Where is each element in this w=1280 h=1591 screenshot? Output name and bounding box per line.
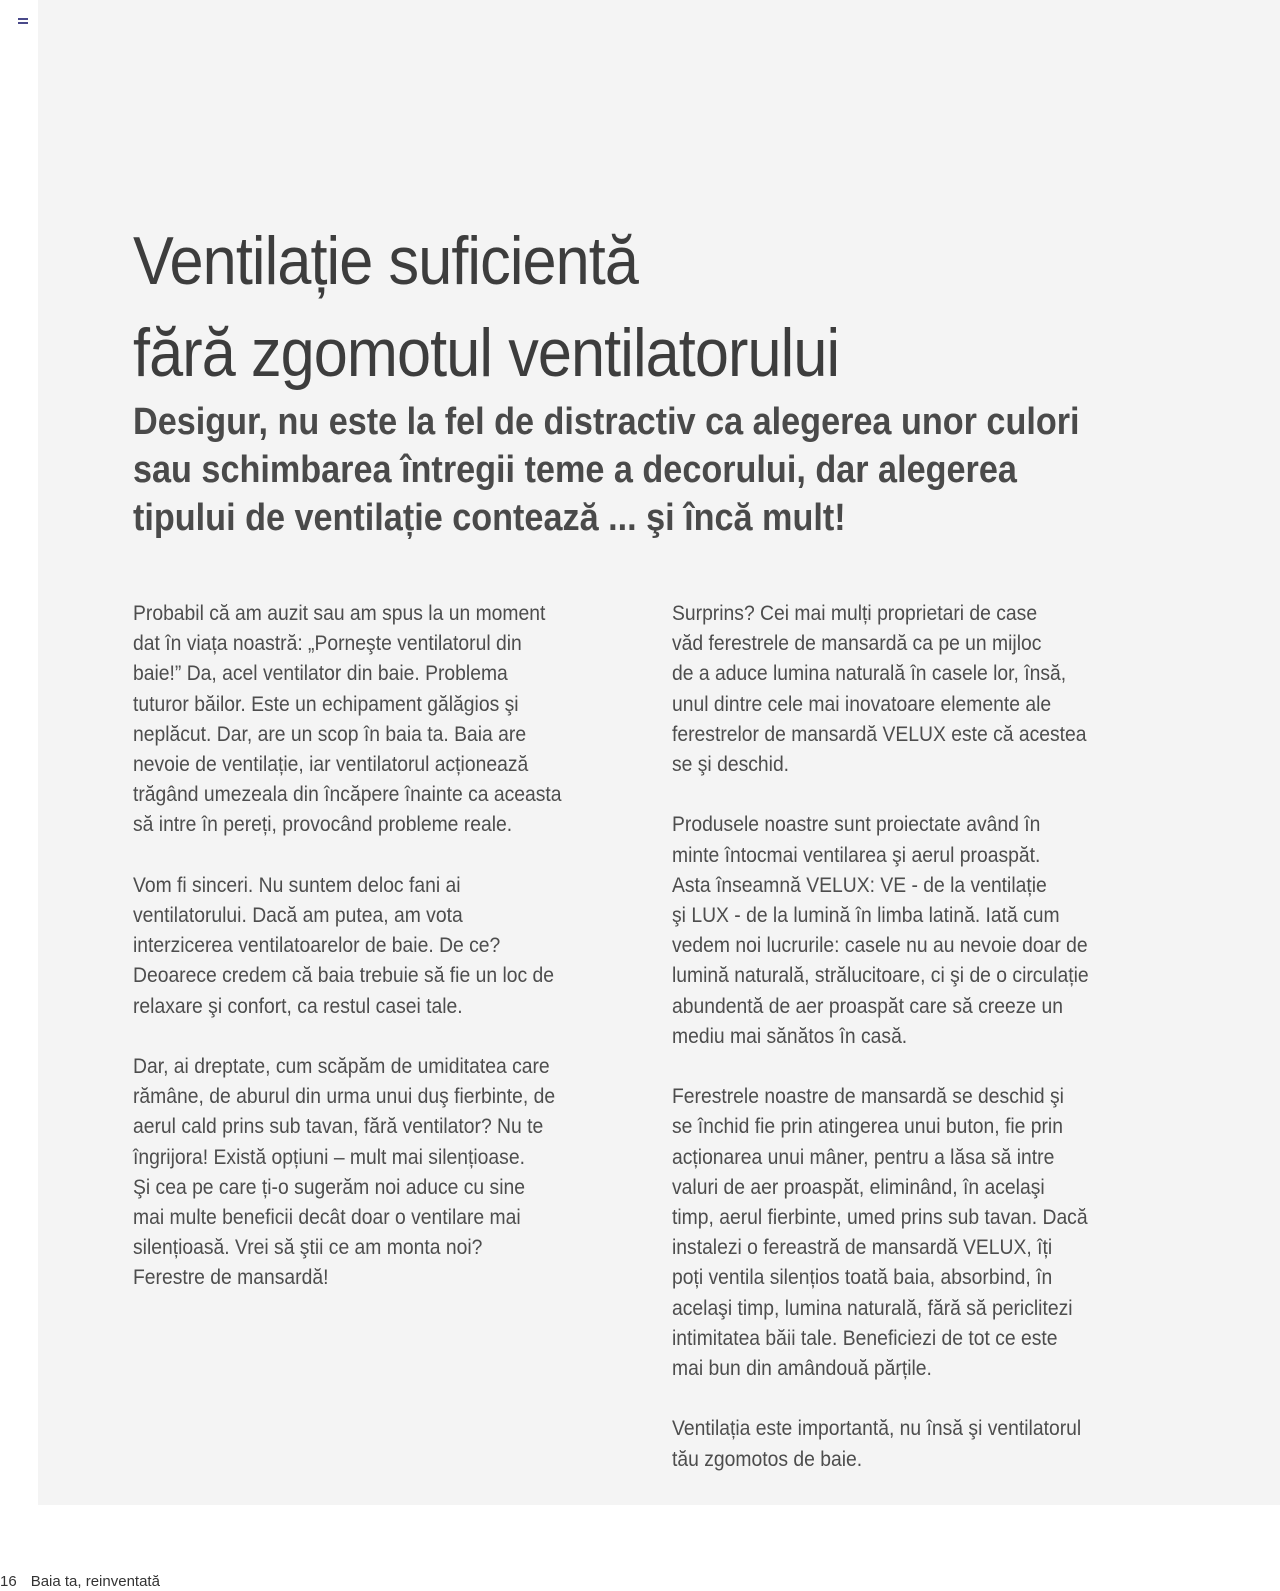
paragraph xyxy=(133,1052,653,1294)
text-line: Deoarece credem că baia trebuie să fie un loc de xyxy=(133,964,555,988)
text-line: ferestrelor de mansardă VELUX este că acestea xyxy=(672,722,1087,746)
text-line: acționarea unui mâner, pentru a lăsa să intre xyxy=(672,1145,1055,1169)
text-line: de a aduce lumina naturală în casele lor, însă, xyxy=(672,662,1067,686)
text-line: aerul cald prins sub tavan, fără ventilator? Nu te xyxy=(133,1115,544,1139)
text-line: tuturor băilor. Este un echipament gălăgios şi xyxy=(133,692,519,716)
text-line: Dar, ai dreptate, cum scăpăm de umiditatea care xyxy=(133,1055,550,1079)
paragraph xyxy=(672,599,1192,780)
text-line: silențioasă. Vrei să ştii ce am monta noi? xyxy=(133,1236,483,1260)
text-line: acelaşi timp, lumina naturală, fără să periclitezi xyxy=(672,1296,1073,1320)
text-line: nevoie de ventilație, iar ventilatorul acționează xyxy=(133,753,529,777)
text-line: baie!” Da, acel ventilator din baie. Problema xyxy=(133,662,508,686)
subtitle-line: Desigur, nu este la fel de distractiv ca alegerea unor culori xyxy=(133,401,1080,443)
title-line: fără zgomotul ventilatorului xyxy=(133,315,840,391)
text-line: neplăcut. Dar, are un scop în baia ta. Baia are xyxy=(133,722,527,746)
right-column xyxy=(672,599,1192,1505)
text-line: Produsele noastre sunt proiectate având în xyxy=(672,813,1041,837)
text-line: mai bun din amândouă părțile. xyxy=(672,1357,932,1381)
page-title xyxy=(133,215,839,399)
title-line: Ventilație suficientă xyxy=(133,223,639,299)
text-line: Ferestre de mansardă! xyxy=(133,1266,329,1290)
text-line: ventilatorului. Dacă am putea, am vota xyxy=(133,904,463,928)
text-line: rămâne, de aburul din urma unui duş fierbinte, de xyxy=(133,1085,556,1109)
text-line: Surprins? Cei mai mulți proprietari de case xyxy=(672,602,1038,625)
page-number: 16 xyxy=(0,1573,17,1590)
text-line: unul dintre cele mai inovatoare elemente ale xyxy=(672,692,1052,716)
text-line: mai multe beneficii decât doar o ventilare mai xyxy=(133,1206,521,1230)
section-title: Baia ta, reinventată xyxy=(30,1573,160,1590)
text-line: lumină naturală, strălucitoare, ci şi de o circulație xyxy=(672,964,1089,988)
text-line: Şi cea pe care ți-o sugerăm noi aduce cu sine xyxy=(133,1175,525,1199)
text-line: Ferestrele noastre de mansardă se deschid şi xyxy=(672,1085,1064,1109)
text-line: timp, aerul fierbinte, umed prins sub tavan. Dacă xyxy=(672,1206,1088,1230)
text-line: Ventilația este importantă, nu însă şi ventilatorul xyxy=(672,1417,1082,1441)
paragraph xyxy=(672,1414,1192,1474)
left-column xyxy=(133,599,653,1324)
text-line: relaxare şi confort, ca restul casei tale. xyxy=(133,994,463,1018)
text-line: se închid fie prin atingerea unui buton, fie prin xyxy=(672,1115,1063,1139)
text-line: instalezi o fereastră de mansardă VELUX, îți xyxy=(672,1236,1053,1260)
page-footer xyxy=(0,1573,160,1591)
text-line: să intre în pereți, provocând probleme reale. xyxy=(133,813,513,837)
text-line: Asta înseamnă VELUX: VE - de la ventilație xyxy=(672,873,1047,897)
text-line: vedem noi lucrurile: casele nu au nevoie doar de xyxy=(672,934,1088,958)
text-line: abundentă de aer proaspăt care să creeze un xyxy=(672,994,1063,1018)
page-subtitle xyxy=(133,398,1080,542)
text-line: văd ferestrele de mansardă ca pe un mijloc xyxy=(672,632,1042,656)
text-line: valuri de aer proaspăt, eliminând, în acelaşi xyxy=(672,1175,1045,1199)
text-line: mediu mai sănătos în casă. xyxy=(672,1024,908,1048)
paragraph xyxy=(672,1082,1192,1384)
text-line: Vom fi sinceri. Nu suntem deloc fani ai xyxy=(133,873,461,897)
text-line: intimitatea băii tale. Beneficiezi de tot ce este xyxy=(672,1326,1058,1350)
text-line: Probabil că am auzit sau am spus la un moment xyxy=(133,602,546,625)
text-line: dat în viața noastră: „Porneşte ventilatorul din xyxy=(133,632,522,656)
menu-icon[interactable] xyxy=(18,18,28,27)
text-line: minte întocmai ventilarea şi aerul proaspăt. xyxy=(672,843,1041,867)
paragraph xyxy=(133,599,653,841)
text-line: interzicerea ventilatoarelor de baie. De ce? xyxy=(133,934,501,958)
text-line: poți ventila silențios toată baia, absorbind, în xyxy=(672,1266,1053,1290)
subtitle-line: tipului de ventilație contează ... şi încă mult! xyxy=(133,497,846,539)
text-line: îngrijora! Există opțiuni – mult mai silențioase. xyxy=(133,1145,525,1169)
text-line: şi LUX - de la lumină în limba latină. Iată cum xyxy=(672,904,1060,928)
paragraph xyxy=(133,871,653,1022)
text-line: se şi deschid. xyxy=(672,753,790,777)
text-line: trăgând umezeala din încăpere înainte ca aceasta xyxy=(133,783,562,807)
subtitle-line: sau schimbarea întregii teme a decorului, dar alegerea xyxy=(133,449,1017,491)
text-line: tău zgomotos de baie. xyxy=(672,1447,863,1471)
paragraph xyxy=(672,810,1192,1052)
